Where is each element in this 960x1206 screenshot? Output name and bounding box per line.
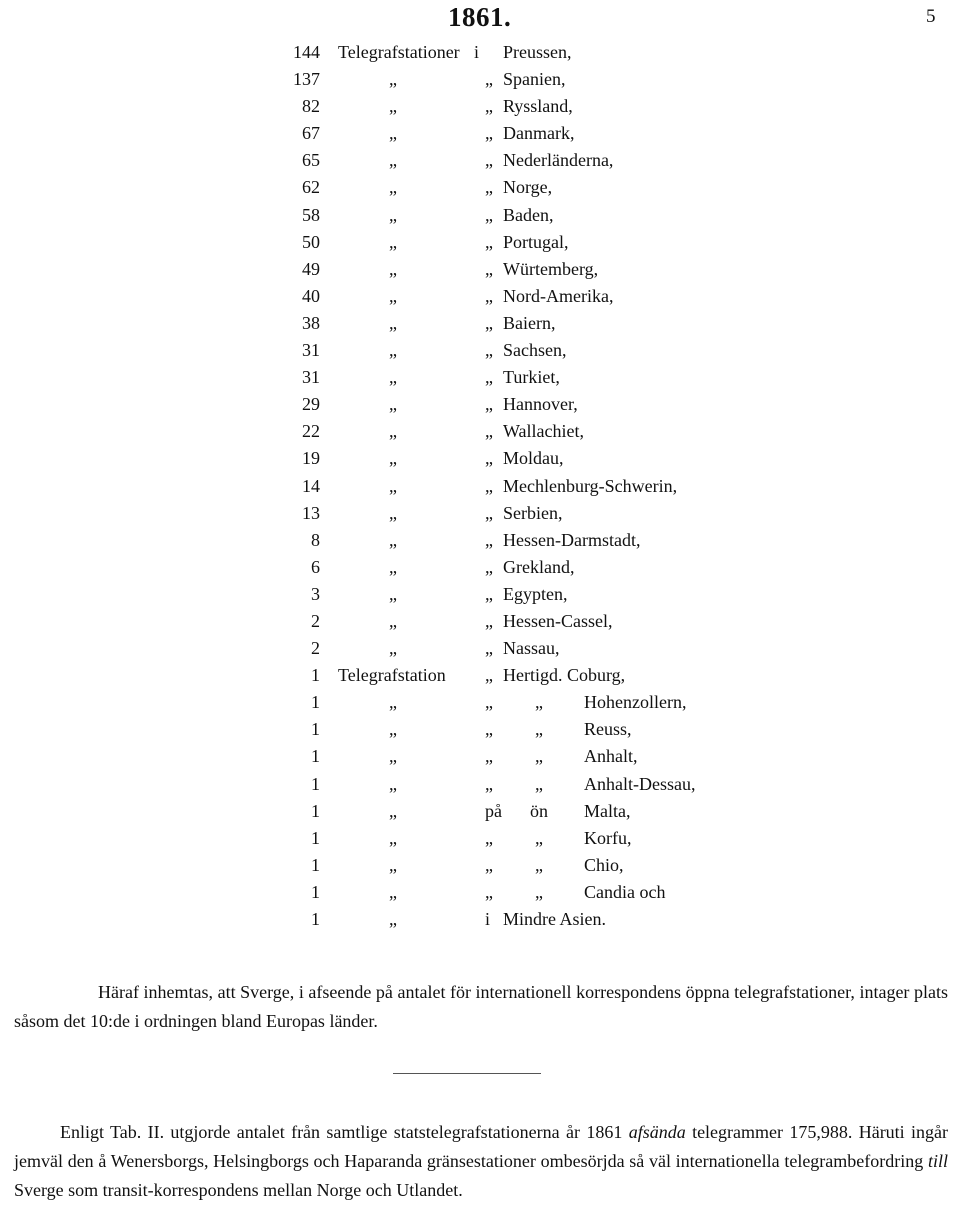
station-count: 31: [302, 340, 320, 361]
ditto-mark: „: [485, 69, 493, 90]
station-count: 2: [311, 610, 320, 631]
telegram-count-paragraph: [14, 1118, 948, 1205]
country-name: Ryssland,: [503, 96, 573, 117]
list-item: [0, 203, 960, 230]
page-number: 5: [926, 6, 936, 27]
country-name: Hannover,: [503, 394, 578, 415]
country-name: Baiern,: [503, 312, 556, 333]
country-name: Grekland,: [503, 556, 575, 577]
ditto-mark: „: [485, 773, 493, 794]
station-list: [0, 40, 960, 934]
country-name: Nederländerna,: [503, 150, 614, 171]
country-name: Portugal,: [503, 231, 569, 252]
list-item: [0, 907, 960, 934]
ditto-mark: „: [389, 312, 397, 333]
ditto-mark: „: [485, 529, 493, 550]
station-count: 2: [311, 638, 320, 659]
ditto-mark: „: [485, 583, 493, 604]
ditto-mark: „: [485, 692, 493, 713]
station-count: 65: [302, 150, 320, 171]
station-count: 1: [311, 854, 320, 875]
ditto-mark: „: [389, 69, 397, 90]
ditto-mark: „: [389, 340, 397, 361]
ditto-mark: „: [389, 800, 397, 821]
station-count: 1: [311, 773, 320, 794]
ditto-mark: „: [535, 719, 543, 740]
ditto-mark: „: [389, 610, 397, 631]
ditto-mark: „: [389, 421, 397, 442]
list-item: [0, 94, 960, 121]
ditto-mark: „: [485, 123, 493, 144]
country-name: Spanien,: [503, 69, 566, 90]
station-count: 62: [302, 177, 320, 198]
ditto-mark: „: [389, 123, 397, 144]
preposition: i: [485, 909, 491, 929]
station-label: Telegrafstation: [338, 665, 446, 686]
list-item: [0, 799, 960, 826]
country-name: Preussen,: [503, 42, 572, 62]
list-item: [0, 744, 960, 771]
ditto-mark: „: [485, 502, 493, 523]
station-count: 22: [302, 421, 320, 442]
country-name: Nord-Amerika,: [503, 285, 614, 306]
list-item: [0, 338, 960, 365]
country-name: Wallachiet,: [503, 421, 585, 442]
country-name: Moldau,: [503, 448, 564, 469]
ditto-mark: „: [535, 827, 543, 848]
country-name: Mindre Asien.: [503, 909, 606, 929]
ditto-mark: „: [389, 583, 397, 604]
ditto-mark: „: [485, 285, 493, 306]
ditto-mark: „: [485, 394, 493, 415]
island-word: ön: [530, 800, 548, 821]
conclusion-paragraph: Häraf inhemtas, att Sverge, i afseende på antalet för internationell korrespondens öppna telegrafstationer, intager plats såsom det 10:de i ordningen bland Europas länder.: [14, 982, 948, 1031]
station-count: 67: [302, 123, 320, 144]
country-name: Anhalt,: [584, 746, 638, 767]
ditto-mark: „: [535, 746, 543, 767]
ditto-mark: „: [485, 448, 493, 469]
list-item: [0, 772, 960, 799]
station-count: 13: [302, 502, 320, 523]
station-count: 19: [302, 448, 320, 469]
ditto-mark: „: [485, 638, 493, 659]
ditto-mark: „: [389, 177, 397, 198]
preposition: i: [474, 42, 480, 62]
ditto-mark: „: [389, 746, 397, 767]
ditto-mark: „: [485, 258, 493, 279]
ditto-mark: „: [485, 312, 493, 333]
station-count: 3: [311, 583, 320, 604]
list-item: [0, 121, 960, 148]
ditto-mark: „: [485, 150, 493, 171]
country-name: Hertigd. Coburg,: [503, 665, 626, 686]
country-name: Baden,: [503, 204, 554, 225]
station-count: 14: [302, 475, 320, 496]
station-count: 1: [311, 719, 320, 740]
ditto-mark: „: [389, 231, 397, 252]
paragraph-text: telegrammer 175,988. Häruti ingår jemväl den å Wenersborgs, Helsingborgs och Haparanda gränsestationer ombesörjda så väl internationella telegrambefordring: [14, 1122, 949, 1171]
ditto-mark: „: [389, 502, 397, 523]
list-item: [0, 284, 960, 311]
station-count: 1: [311, 881, 320, 902]
ditto-mark: „: [485, 719, 493, 740]
ditto-mark: „: [389, 692, 397, 713]
station-count: 1: [311, 909, 320, 929]
ditto-mark: „: [389, 448, 397, 469]
ditto-mark: „: [389, 285, 397, 306]
list-item: [0, 67, 960, 94]
station-count: 38: [302, 312, 320, 333]
ditto-mark: „: [485, 881, 493, 902]
ditto-mark: „: [389, 638, 397, 659]
ditto-mark: „: [535, 881, 543, 902]
station-count: 137: [293, 69, 320, 90]
country-name: Chio,: [584, 854, 624, 875]
station-count: 144: [293, 42, 320, 62]
list-item: [0, 311, 960, 338]
ditto-mark: „: [389, 529, 397, 550]
country-name: Norge,: [503, 177, 553, 198]
list-item: [0, 826, 960, 853]
country-name: Hessen-Darmstadt,: [503, 529, 641, 550]
ditto-mark: „: [485, 610, 493, 631]
ditto-mark: „: [535, 773, 543, 794]
list-item: [0, 257, 960, 284]
station-count: 29: [302, 394, 320, 415]
ditto-mark: „: [485, 96, 493, 117]
station-count: 31: [302, 367, 320, 388]
ditto-mark: „: [485, 746, 493, 767]
station-count: 82: [302, 96, 320, 117]
list-item: [0, 365, 960, 392]
country-name: Nassau,: [503, 638, 560, 659]
list-item: [0, 609, 960, 636]
ditto-mark: „: [389, 827, 397, 848]
page-year-heading: 1861.: [448, 2, 512, 32]
country-name: Sachsen,: [503, 340, 567, 361]
country-name: Mechlenburg-Schwerin,: [503, 475, 678, 496]
list-item: [0, 148, 960, 175]
list-item: [0, 392, 960, 419]
station-count: 1: [311, 827, 320, 848]
ditto-mark: „: [389, 96, 397, 117]
ditto-mark: „: [485, 827, 493, 848]
station-count: 8: [311, 529, 320, 550]
country-name: Hohenzollern,: [584, 692, 687, 713]
ditto-mark: „: [389, 854, 397, 875]
ditto-mark: „: [485, 421, 493, 442]
list-item: [0, 446, 960, 473]
country-name: Korfu,: [584, 827, 632, 848]
station-count: 1: [311, 665, 320, 686]
ditto-mark: „: [389, 909, 397, 929]
list-item: [0, 528, 960, 555]
list-item: [0, 40, 960, 67]
ditto-mark: „: [485, 556, 493, 577]
country-name: Egypten,: [503, 583, 568, 604]
station-count: 49: [302, 258, 320, 279]
ditto-mark: „: [389, 150, 397, 171]
ditto-mark: „: [389, 719, 397, 740]
list-item: [0, 636, 960, 663]
ditto-mark: „: [485, 204, 493, 225]
station-label: Telegrafstationer: [338, 42, 460, 62]
station-count: 40: [302, 285, 320, 306]
ditto-mark: „: [535, 692, 543, 713]
country-name: Serbien,: [503, 502, 563, 523]
ditto-mark: „: [389, 556, 397, 577]
ditto-mark: „: [389, 475, 397, 496]
ditto-mark: „: [485, 854, 493, 875]
country-name: Hessen-Cassel,: [503, 610, 613, 631]
station-count: 50: [302, 231, 320, 252]
list-item: [0, 175, 960, 202]
country-name: Würtemberg,: [503, 258, 599, 279]
country-name: Malta,: [584, 800, 631, 821]
emphasis-text: afsända: [628, 1122, 686, 1142]
station-count: 6: [311, 556, 320, 577]
list-item: [0, 555, 960, 582]
ditto-mark: „: [485, 665, 493, 686]
list-item: [0, 582, 960, 609]
station-count: 58: [302, 204, 320, 225]
station-count: 1: [311, 746, 320, 767]
ditto-mark: „: [389, 394, 397, 415]
list-item: [0, 474, 960, 501]
ditto-mark: „: [535, 854, 543, 875]
paragraph-text: Enligt Tab. II. utgjorde antalet från samtlige statstelegrafstationerna år 1861: [60, 1122, 623, 1142]
ditto-mark: „: [485, 340, 493, 361]
list-item: [0, 419, 960, 446]
country-name: Candia och: [584, 881, 666, 902]
ditto-mark: „: [389, 773, 397, 794]
list-item: [0, 230, 960, 257]
list-item: [0, 690, 960, 717]
list-item: [0, 717, 960, 744]
country-name: Anhalt-Dessau,: [584, 773, 696, 794]
ditto-mark: „: [389, 367, 397, 388]
station-count: 1: [311, 800, 320, 821]
paragraph-text: Sverge som transit-korrespondens mellan Norge och Utlandet.: [14, 1180, 463, 1200]
list-item: [0, 853, 960, 880]
ditto-mark: „: [389, 204, 397, 225]
ditto-mark: „: [485, 231, 493, 252]
preposition: på: [485, 800, 502, 821]
country-name: Reuss,: [584, 719, 632, 740]
country-name: Turkiet,: [503, 367, 560, 388]
country-name: Danmark,: [503, 123, 575, 144]
list-item: [0, 880, 960, 907]
ditto-mark: „: [389, 881, 397, 902]
emphasis-text: till: [928, 1151, 949, 1171]
list-item: [0, 501, 960, 528]
ditto-mark: „: [485, 177, 493, 198]
ditto-mark: „: [485, 367, 493, 388]
section-divider: [393, 1073, 541, 1074]
ditto-mark: „: [485, 475, 493, 496]
ditto-mark: „: [389, 258, 397, 279]
list-item: [0, 663, 960, 690]
station-count: 1: [311, 692, 320, 713]
